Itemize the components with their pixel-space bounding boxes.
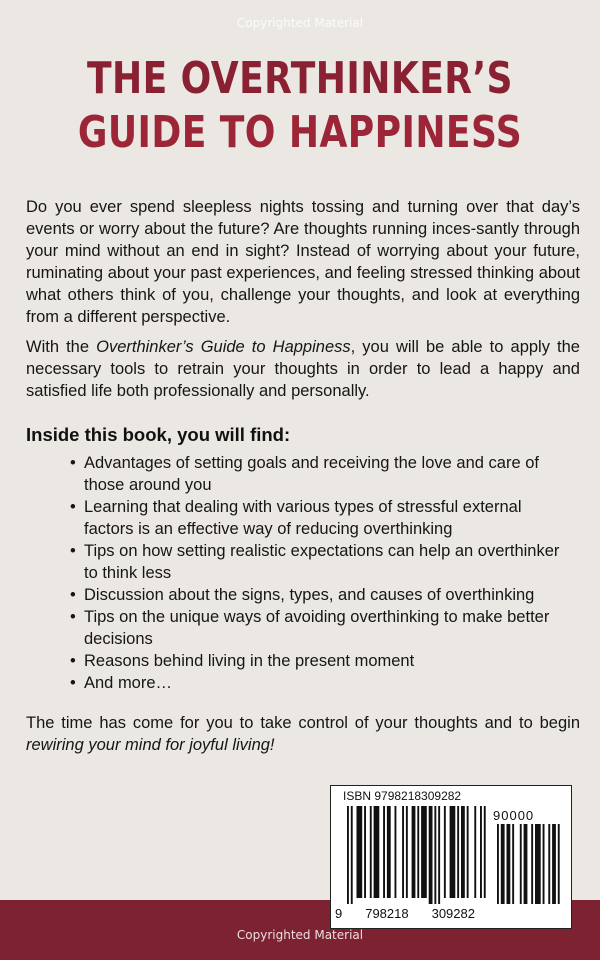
barcode-box [330,785,572,929]
barcode-bar [438,806,440,904]
barcode-bar [383,806,385,898]
isbn-label: ISBN 9798218309282 [343,789,462,803]
barcode-bar [395,806,397,898]
barcode-bar [461,806,465,898]
list-item: • Reasons behind living in the present moment [70,650,570,672]
closing-before: The time has come for you to take control of your thoughts and to begin [26,714,580,732]
barcode-bar [531,824,533,904]
barcode-bar [497,824,499,904]
closing-italic: rewiring your mind for joyful living! [26,736,275,754]
barcode-bar [364,806,366,898]
ean-group-2: 309282 [431,906,475,921]
closing-paragraph [26,712,580,756]
barcode-bar [558,824,560,904]
barcode-bar [474,806,476,898]
barcode-bar [351,806,353,904]
barcode-bar [480,806,482,898]
ean-first-digit: 9 [335,906,343,921]
feature-list [70,452,570,694]
title-line-1: THE OVERTHINKER’S [87,53,513,104]
list-item: • Discussion about the signs, types, and causes of overthinking [70,584,570,606]
barcode-bar [507,824,511,904]
book-title [54,52,546,160]
barcode-bar [417,806,419,898]
barcode-bar [444,806,446,898]
barcode-bar [457,806,459,898]
barcode-bar [524,824,528,904]
barcode-bar [421,806,427,898]
ean-group-1: 798218 [365,906,409,921]
title-line-2: GUIDE TO HAPPINESS [77,107,523,158]
barcode-bar [450,806,456,898]
barcode-bar [347,806,349,904]
ean-digits [335,906,475,921]
description-before: With the [26,338,97,356]
barcode-bar [387,806,391,898]
barcode-bar [406,806,408,898]
list-item: • And more… [70,672,570,694]
watermark-bottom: Copyrighted Material [236,928,364,942]
barcode-bar [512,824,514,904]
barcode-bar [548,824,550,904]
barcode-bar [374,806,380,898]
barcode-bar [434,806,436,904]
description-paragraph [26,336,580,402]
barcode-bar [357,806,363,898]
intro-paragraph: Do you ever spend sleepless nights tossing and turning over that day’s events or worry about the future? Are thoughts running inces-santly through your mind without an end in sight? Instead of worrying about your future, ruminating about your past experiences, and feeling stressed thinking about what others think of you, challenge your thoughts, and look at everything from a different perspective. [26,198,580,326]
barcode-bar [535,824,541,904]
list-item: • Learning that dealing with various types of stressful external factors is an effective way of reducing overthinking [70,496,570,540]
price-code: 90000 [493,808,535,823]
list-item: • Advantages of setting goals and receiving the love and care of those around you [70,452,570,496]
description-after: , you will be able to apply the necessary tools to retrain your thoughts in order to lead a happy and satisfied life both professionally and personally. [26,338,580,400]
list-item: • Tips on the unique ways of avoiding overthinking to make better decisions [70,606,570,650]
barcode-bar [412,806,416,898]
barcode-bar [429,806,433,904]
barcode-bar [552,824,556,904]
barcode-bar [501,824,505,904]
list-item: • Tips on how setting realistic expectations can help an overthinker to think less [70,540,570,584]
barcode-bar [543,824,545,904]
barcode-bar [370,806,372,898]
barcode-bar [467,806,469,898]
barcode-bar [402,806,404,898]
barcode-bar [520,824,522,904]
description-book-title: Overthinker’s Guide to Happiness [96,338,351,356]
barcode-bar [484,806,486,898]
inside-heading: Inside this book, you will find: [26,424,291,445]
watermark-top: Copyrighted Material [236,16,364,30]
